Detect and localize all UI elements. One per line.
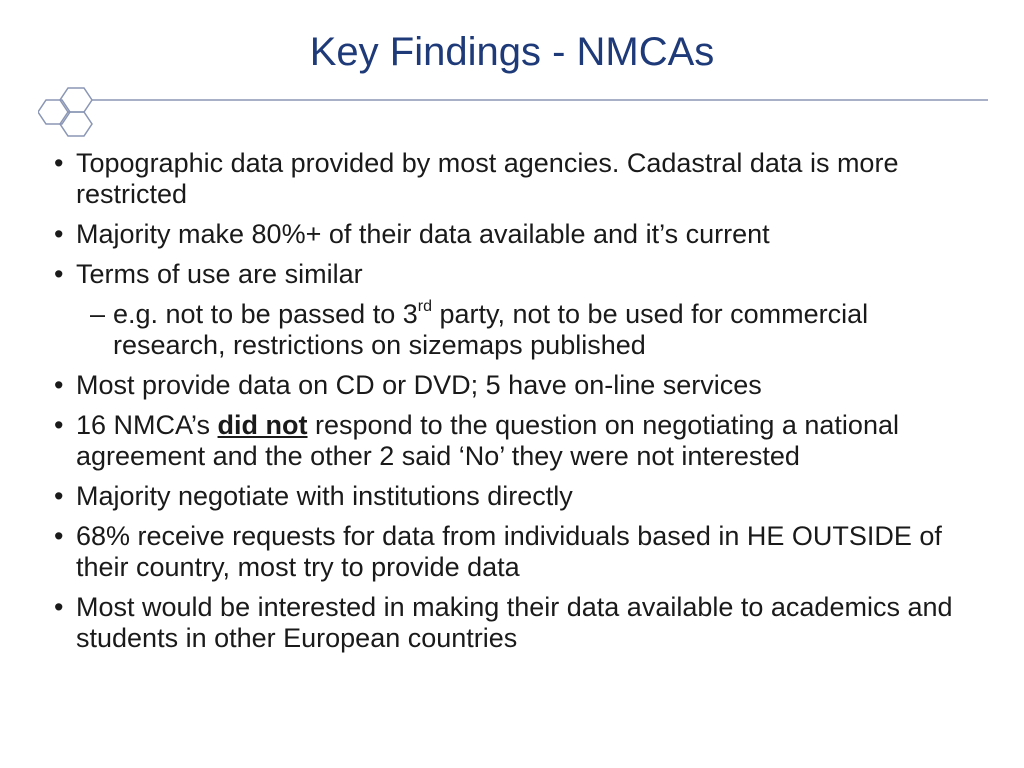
emphasis-text: did not: [217, 410, 308, 440]
list-item-text: Terms of use are similar: [76, 259, 363, 289]
list-item-text: Topographic data provided by most agencies. Cadastral data is more restricted: [76, 148, 899, 209]
bullet-glyph: •: [54, 521, 64, 551]
list-item-text: 68% receive requests for data from individuals based in HE OUTSIDE of their country, most try to provide data: [76, 521, 942, 582]
slide-title: Key Findings - NMCAs: [309, 30, 715, 74]
list-item: [48, 521, 988, 583]
bullet-glyph: •: [54, 410, 64, 440]
ordinal-suffix: rd: [417, 298, 432, 315]
dash-glyph: –: [90, 299, 106, 329]
list-item: [48, 259, 988, 290]
sub-list-item: [48, 299, 988, 361]
list-item-text: Majority negotiate with institutions directly: [76, 481, 573, 511]
list-item: [48, 410, 988, 472]
list-item-text-start: 16 NMCA’s: [76, 410, 218, 440]
list-item: [48, 481, 988, 512]
list-item: [48, 592, 988, 654]
bullet-glyph: •: [54, 592, 64, 622]
list-item-text: Most would be interested in making their data available to academics and students in other European countries: [76, 592, 953, 653]
bullet-glyph: •: [54, 259, 64, 289]
sub-item-text-start: e.g. not to be passed to 3: [113, 299, 418, 329]
hexagon-cluster-icon: [38, 84, 998, 144]
bullet-glyph: •: [54, 148, 64, 178]
list-item: [48, 370, 988, 401]
list-item: [48, 148, 988, 210]
bullet-glyph: •: [54, 219, 64, 249]
list-item-text-end: respond to the question on negotiating a national agreement and the other 2 said ‘No’ they were not interested: [76, 410, 899, 471]
bullet-glyph: •: [54, 481, 64, 511]
sub-item-text-end: party, not to be used for commercial research, restrictions on sizemaps published: [113, 299, 869, 360]
list-item-text: Most provide data on CD or DVD; 5 have on-line services: [76, 370, 762, 400]
list-item-text: Majority make 80%+ of their data available and it’s current: [76, 219, 770, 249]
list-item: [48, 219, 988, 250]
bullet-list: [48, 148, 988, 663]
bullet-glyph: •: [54, 370, 64, 400]
